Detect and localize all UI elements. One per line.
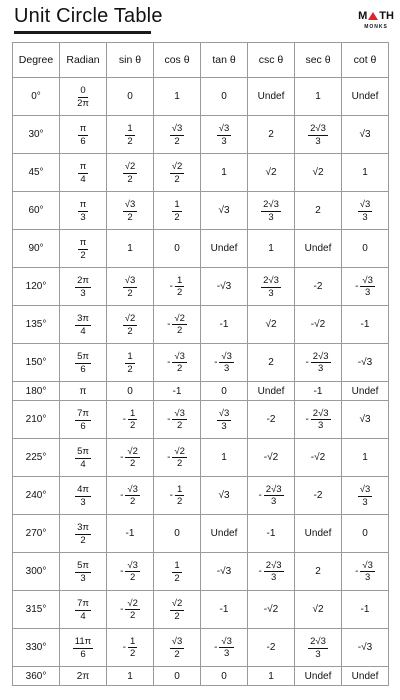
cell-radian: $\frac{0}{2\pi}$ <box>60 78 107 116</box>
cell-sec: -2 <box>295 268 342 306</box>
cell-degree: 330° <box>13 629 60 667</box>
cell-sec: √2 <box>295 154 342 192</box>
cell-tan: -√3 <box>201 553 248 591</box>
table-row <box>13 154 389 192</box>
cell-cot: Undef <box>342 382 389 401</box>
cell-cot: Undef <box>342 78 389 116</box>
table-row <box>13 344 389 382</box>
cell-degree: 225° <box>13 439 60 477</box>
cell-csc: -√2 <box>248 439 295 477</box>
table-header-row <box>13 43 389 78</box>
cell-degree: 240° <box>13 477 60 515</box>
cell-cot: -√3 <box>342 344 389 382</box>
cell-radian: $\frac{7\pi}{6}$ <box>60 401 107 439</box>
cell-cos: $\frac{√3}{2}$ <box>154 116 201 154</box>
logo-subtitle: MONKS <box>364 24 388 30</box>
column-header-sec: sec θ <box>295 43 342 78</box>
cell-degree: 150° <box>13 344 60 382</box>
cell-radian: $\frac{3\pi}{2}$ <box>60 515 107 553</box>
cell-csc: -2 <box>248 401 295 439</box>
cell-sec: 2 <box>295 192 342 230</box>
cell-tan: 0 <box>201 667 248 686</box>
cell-degree: 60° <box>13 192 60 230</box>
cell-sec: -√2 <box>295 439 342 477</box>
cell-cot: 1 <box>342 154 389 192</box>
cell-tan: 1 <box>201 439 248 477</box>
cell-cos: 0 <box>154 515 201 553</box>
cell-tan: √3 <box>201 477 248 515</box>
cell-tan: -1 <box>201 591 248 629</box>
column-header-csc: csc θ <box>248 43 295 78</box>
cell-sec: -√2 <box>295 306 342 344</box>
cell-degree: 270° <box>13 515 60 553</box>
cell-radian: $\frac{5\pi}{4}$ <box>60 439 107 477</box>
cell-csc: Undef <box>248 78 295 116</box>
cell-cos: 0 <box>154 230 201 268</box>
cell-sin: - $\frac{√3}{2}$ <box>107 553 154 591</box>
cell-cot: Undef <box>342 667 389 686</box>
cell-degree: 0° <box>13 78 60 116</box>
table-row <box>13 591 389 629</box>
cell-csc: $\frac{2√3}{3}$ <box>248 268 295 306</box>
cell-sec: Undef <box>295 515 342 553</box>
cell-cot: √3 <box>342 401 389 439</box>
cell-csc: -1 <box>248 515 295 553</box>
cell-csc: Undef <box>248 382 295 401</box>
cell-csc: √2 <box>248 306 295 344</box>
cell-csc: $\frac{2√3}{3}$ <box>248 192 295 230</box>
cell-cos: $\frac{1}{2}$ <box>154 553 201 591</box>
cell-tan: $\frac{√3}{3}$ <box>201 401 248 439</box>
cell-csc: √2 <box>248 154 295 192</box>
cell-csc: - $\frac{2√3}{3}$ <box>248 553 295 591</box>
cell-tan: - $\frac{√3}{3}$ <box>201 344 248 382</box>
cell-sec: -2 <box>295 477 342 515</box>
cell-cos: - $\frac{√2}{2}$ <box>154 439 201 477</box>
cell-cos: - $\frac{√3}{2}$ <box>154 401 201 439</box>
cell-tan: Undef <box>201 515 248 553</box>
cell-radian: $\frac{\pi}{6}$ <box>60 116 107 154</box>
cell-radian: $\frac{2\pi}{3}$ <box>60 268 107 306</box>
cell-sec: 1 <box>295 78 342 116</box>
cell-degree: 210° <box>13 401 60 439</box>
table-row <box>13 477 389 515</box>
cell-sin: $\frac{√3}{2}$ <box>107 192 154 230</box>
cell-radian: $\frac{11\pi}{6}$ <box>60 629 107 667</box>
cell-csc: - $\frac{2√3}{3}$ <box>248 477 295 515</box>
cell-sin: - $\frac{√2}{2}$ <box>107 439 154 477</box>
column-header-cot: cot θ <box>342 43 389 78</box>
table-body <box>13 78 389 686</box>
cell-tan: -√3 <box>201 268 248 306</box>
cell-radian: $\frac{\pi}{4}$ <box>60 154 107 192</box>
title-underline <box>14 31 151 34</box>
cell-degree: 300° <box>13 553 60 591</box>
cell-degree: 315° <box>13 591 60 629</box>
cell-sin: $\frac{√3}{2}$ <box>107 268 154 306</box>
column-header-radian: Radian <box>60 43 107 78</box>
cell-cos: -1 <box>154 382 201 401</box>
table-row <box>13 553 389 591</box>
cell-cot: 0 <box>342 515 389 553</box>
cell-cos: 1 <box>154 78 201 116</box>
mathmonks-logo: M TH MONKS <box>358 10 394 30</box>
cell-sin: $\frac{√2}{2}$ <box>107 306 154 344</box>
column-header-tan: tan θ <box>201 43 248 78</box>
cell-sec: 2 <box>295 553 342 591</box>
page-title: Unit Circle Table <box>14 5 163 27</box>
table-row <box>13 230 389 268</box>
cell-cos: 0 <box>154 667 201 686</box>
cell-csc: 2 <box>248 116 295 154</box>
cell-cos: $\frac{√2}{2}$ <box>154 591 201 629</box>
cell-sin: 0 <box>107 382 154 401</box>
cell-cot: √3 <box>342 116 389 154</box>
cell-cot: $\frac{√3}{3}$ <box>342 192 389 230</box>
cell-sec: Undef <box>295 230 342 268</box>
cell-cot: -1 <box>342 306 389 344</box>
cell-csc: -√2 <box>248 591 295 629</box>
cell-sin: $\frac{√2}{2}$ <box>107 154 154 192</box>
table-row <box>13 382 389 401</box>
table-row <box>13 78 389 116</box>
cell-sec: -1 <box>295 382 342 401</box>
cell-sec: - $\frac{2√3}{3}$ <box>295 401 342 439</box>
cell-radian: $\frac{\pi}{3}$ <box>60 192 107 230</box>
cell-tan: $\frac{√3}{3}$ <box>201 116 248 154</box>
cell-sin: 0 <box>107 78 154 116</box>
cell-sin: - $\frac{1}{2}$ <box>107 629 154 667</box>
cell-cot: 1 <box>342 439 389 477</box>
table-row <box>13 667 389 686</box>
cell-csc: 1 <box>248 230 295 268</box>
cell-sec: $\frac{2√3}{3}$ <box>295 116 342 154</box>
cell-radian: $\frac{4\pi}{3}$ <box>60 477 107 515</box>
cell-sin: -1 <box>107 515 154 553</box>
cell-radian: $\frac{\pi}{2}$ <box>60 230 107 268</box>
cell-sin: 1 <box>107 230 154 268</box>
cell-degree: 135° <box>13 306 60 344</box>
cell-cot: - $\frac{√3}{3}$ <box>342 268 389 306</box>
cell-tan: -1 <box>201 306 248 344</box>
cell-cot: -1 <box>342 591 389 629</box>
cell-radian: π <box>60 382 107 401</box>
cell-tan: - $\frac{√3}{3}$ <box>201 629 248 667</box>
cell-degree: 90° <box>13 230 60 268</box>
cell-degree: 180° <box>13 382 60 401</box>
cell-sin: - $\frac{√3}{2}$ <box>107 477 154 515</box>
cell-sec: - $\frac{2√3}{3}$ <box>295 344 342 382</box>
cell-degree: 120° <box>13 268 60 306</box>
cell-sin: - $\frac{1}{2}$ <box>107 401 154 439</box>
cell-tan: Undef <box>201 230 248 268</box>
cell-radian: $\frac{3\pi}{4}$ <box>60 306 107 344</box>
cell-cos: $\frac{1}{2}$ <box>154 192 201 230</box>
table-row <box>13 306 389 344</box>
cell-radian: $\frac{5\pi}{3}$ <box>60 553 107 591</box>
cell-degree: 30° <box>13 116 60 154</box>
cell-csc: -2 <box>248 629 295 667</box>
cell-radian: $\frac{5\pi}{6}$ <box>60 344 107 382</box>
cell-csc: 1 <box>248 667 295 686</box>
table-row <box>13 439 389 477</box>
cell-sin: $\frac{1}{2}$ <box>107 116 154 154</box>
cell-tan: √3 <box>201 192 248 230</box>
cell-degree: 45° <box>13 154 60 192</box>
table-row <box>13 515 389 553</box>
logo-triangle-icon <box>368 12 378 20</box>
cell-sin: - $\frac{√2}{2}$ <box>107 591 154 629</box>
cell-cos: - $\frac{√3}{2}$ <box>154 344 201 382</box>
cell-sin: 1 <box>107 667 154 686</box>
cell-cot: 0 <box>342 230 389 268</box>
column-header-cos: cos θ <box>154 43 201 78</box>
cell-tan: 1 <box>201 154 248 192</box>
cell-sec: Undef <box>295 667 342 686</box>
cell-tan: 0 <box>201 382 248 401</box>
column-header-sin: sin θ <box>107 43 154 78</box>
table-row <box>13 268 389 306</box>
table-row <box>13 401 389 439</box>
column-header-degree: Degree <box>13 43 60 78</box>
cell-cot: $\frac{√3}{3}$ <box>342 477 389 515</box>
cell-radian: 2π <box>60 667 107 686</box>
cell-csc: 2 <box>248 344 295 382</box>
cell-sec: √2 <box>295 591 342 629</box>
cell-tan: 0 <box>201 78 248 116</box>
cell-cot: - $\frac{√3}{3}$ <box>342 553 389 591</box>
table-row <box>13 192 389 230</box>
cell-sec: $\frac{2√3}{3}$ <box>295 629 342 667</box>
table-row <box>13 629 389 667</box>
cell-cos: - $\frac{1}{2}$ <box>154 477 201 515</box>
cell-cos: - $\frac{√2}{2}$ <box>154 306 201 344</box>
unit-circle-table <box>12 42 389 686</box>
cell-cos: - $\frac{1}{2}$ <box>154 268 201 306</box>
cell-degree: 360° <box>13 667 60 686</box>
cell-cos: $\frac{√3}{2}$ <box>154 629 201 667</box>
cell-cos: $\frac{√2}{2}$ <box>154 154 201 192</box>
cell-radian: $\frac{7\pi}{4}$ <box>60 591 107 629</box>
cell-cot: -√3 <box>342 629 389 667</box>
table-row <box>13 116 389 154</box>
cell-sin: $\frac{1}{2}$ <box>107 344 154 382</box>
